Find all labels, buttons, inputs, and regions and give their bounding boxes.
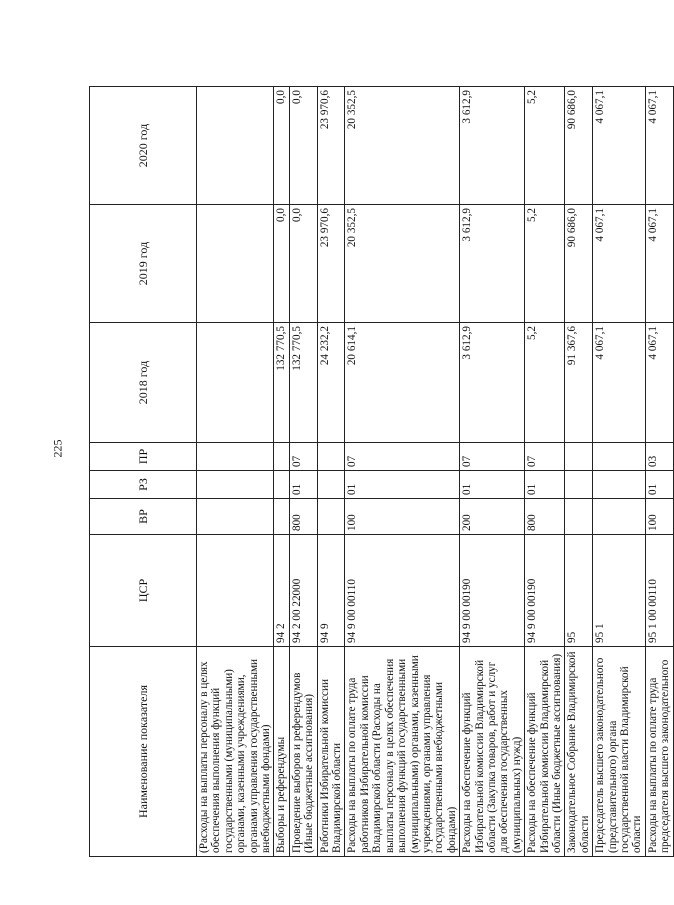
- cell-pr: 07: [460, 443, 525, 471]
- cell-pr: 07: [289, 443, 317, 471]
- cell-pr: 07: [345, 443, 460, 471]
- header-2020: 2020 год: [90, 87, 197, 205]
- cell-vr: 800: [525, 499, 565, 535]
- cell-name: Проведение выборов и референдумов (Иные бюджетные ассигнования): [289, 647, 317, 857]
- cell-2018: 24 232,2: [317, 323, 345, 443]
- cell-vr: [317, 499, 345, 535]
- cell-2018: 3 612,9: [460, 323, 525, 443]
- table-row: [460, 87, 525, 857]
- table-row: [565, 87, 593, 857]
- cell-name: Расходы на выплаты по оплате труда работников Избирательной комиссии Владимирской области (Расходы на выплаты персоналу в целях обеспечения выполнения функций государственными (муниципальными) органами, казенными учреждениями, органами управления государственными внебюджетными фондами): [345, 647, 460, 857]
- cell-name: Выборы и референдумы: [274, 647, 289, 857]
- cell-name: Расходы на обеспечение функций Избирательной комиссии Владимирской области (Закупка товаров, работ и услуг для обеспечения государственных (муниципальных) нужд): [460, 647, 525, 857]
- cell-pr: [197, 443, 274, 471]
- header-2019: 2019 год: [90, 205, 197, 323]
- cell-pr: 03: [645, 443, 673, 471]
- table-row: [593, 87, 646, 857]
- cell-rz: [593, 471, 646, 499]
- cell-csr: 94 9 00 00190: [525, 535, 565, 647]
- cell-2019: 4 067,1: [645, 205, 673, 323]
- header-row: [90, 87, 197, 857]
- cell-csr: [197, 535, 274, 647]
- cell-2018: [197, 323, 274, 443]
- cell-2018: 4 067,1: [645, 323, 673, 443]
- header-csr: ЦСР: [90, 535, 197, 647]
- cell-2018: 20 614,1: [345, 323, 460, 443]
- cell-csr: 94 2 00 22000: [289, 535, 317, 647]
- cell-2020: 5,2: [525, 87, 565, 205]
- cell-2019: 23 970,6: [317, 205, 345, 323]
- cell-rz: 01: [525, 471, 565, 499]
- header-2018: 2018 год: [90, 323, 197, 443]
- cell-name: Председатель высшего законодательного (представительного) органа государственной власти Владимирской области: [593, 647, 646, 857]
- cell-2018: 132 770,5: [289, 323, 317, 443]
- cell-pr: [593, 443, 646, 471]
- cell-2020: 0,0: [274, 87, 289, 205]
- header-name: Наименование показателя: [90, 647, 197, 857]
- cell-name: Работники Избирательной комиссии Владимирской области: [317, 647, 345, 857]
- header-rz: РЗ: [90, 471, 197, 499]
- cell-2019: 3 612,9: [460, 205, 525, 323]
- cell-2019: 0,0: [274, 205, 289, 323]
- cell-pr: [274, 443, 289, 471]
- rotated-table-container: [89, 87, 672, 857]
- cell-rz: [565, 471, 593, 499]
- cell-2018: 5,2: [525, 323, 565, 443]
- page-number: 225: [50, 439, 65, 458]
- cell-pr: 07: [525, 443, 565, 471]
- cell-2018: 91 367,6: [565, 323, 593, 443]
- cell-rz: 01: [460, 471, 525, 499]
- cell-csr: 95 1 00 00110: [645, 535, 673, 647]
- table-row: [274, 87, 289, 857]
- cell-rz: [274, 471, 289, 499]
- cell-2018: 132 770,5: [274, 323, 289, 443]
- cell-rz: 01: [289, 471, 317, 499]
- cell-rz: 01: [645, 471, 673, 499]
- cell-name: (Расходы на выплаты персоналу в целях обеспечения выполнения функций государственными (муниципальными) органами, казенными учреждениями, органами управления государственными внебюджетными фондами): [197, 647, 274, 857]
- cell-rz: [197, 471, 274, 499]
- cell-2020: 4 067,1: [593, 87, 646, 205]
- header-pr: ПР: [90, 443, 197, 471]
- table-row: [645, 87, 673, 857]
- header-vr: ВР: [90, 499, 197, 535]
- table-row: [197, 87, 274, 857]
- cell-csr: 95 1: [593, 535, 646, 647]
- cell-2019: 90 686,0: [565, 205, 593, 323]
- cell-2020: 0,0: [289, 87, 317, 205]
- cell-pr: [565, 443, 593, 471]
- cell-csr: 94 2: [274, 535, 289, 647]
- cell-vr: 100: [645, 499, 673, 535]
- cell-2020: 20 352,5: [345, 87, 460, 205]
- cell-pr: [317, 443, 345, 471]
- cell-csr: 94 9 00 00190: [460, 535, 525, 647]
- table-row: [289, 87, 317, 857]
- table-row: [525, 87, 565, 857]
- cell-2020: [197, 87, 274, 205]
- cell-2019: 4 067,1: [593, 205, 646, 323]
- cell-2020: 4 067,1: [645, 87, 673, 205]
- cell-2020: 3 612,9: [460, 87, 525, 205]
- budget-table: [89, 86, 674, 857]
- cell-name: Законодательное Собрание Владимирской области: [565, 647, 593, 857]
- table-row: [345, 87, 460, 857]
- cell-rz: [317, 471, 345, 499]
- cell-name: Расходы на выплаты по оплате труда председателя высшего законодательного: [645, 647, 673, 857]
- cell-2019: [197, 205, 274, 323]
- cell-2019: 0,0: [289, 205, 317, 323]
- cell-csr: 94 9 00 00110: [345, 535, 460, 647]
- cell-vr: [593, 499, 646, 535]
- cell-name: Расходы на обеспечение функций Избирательной комиссии Владимирской области (Иные бюджетные ассигнования): [525, 647, 565, 857]
- cell-2019: 5,2: [525, 205, 565, 323]
- cell-csr: 94 9: [317, 535, 345, 647]
- cell-2020: 90 686,0: [565, 87, 593, 205]
- cell-vr: 200: [460, 499, 525, 535]
- cell-rz: 01: [345, 471, 460, 499]
- cell-vr: 800: [289, 499, 317, 535]
- cell-2020: 23 970,6: [317, 87, 345, 205]
- cell-csr: 95: [565, 535, 593, 647]
- cell-2019: 20 352,5: [345, 205, 460, 323]
- cell-vr: 100: [345, 499, 460, 535]
- cell-vr: [565, 499, 593, 535]
- table-row: [317, 87, 345, 857]
- cell-2018: 4 067,1: [593, 323, 646, 443]
- cell-vr: [197, 499, 274, 535]
- cell-vr: [274, 499, 289, 535]
